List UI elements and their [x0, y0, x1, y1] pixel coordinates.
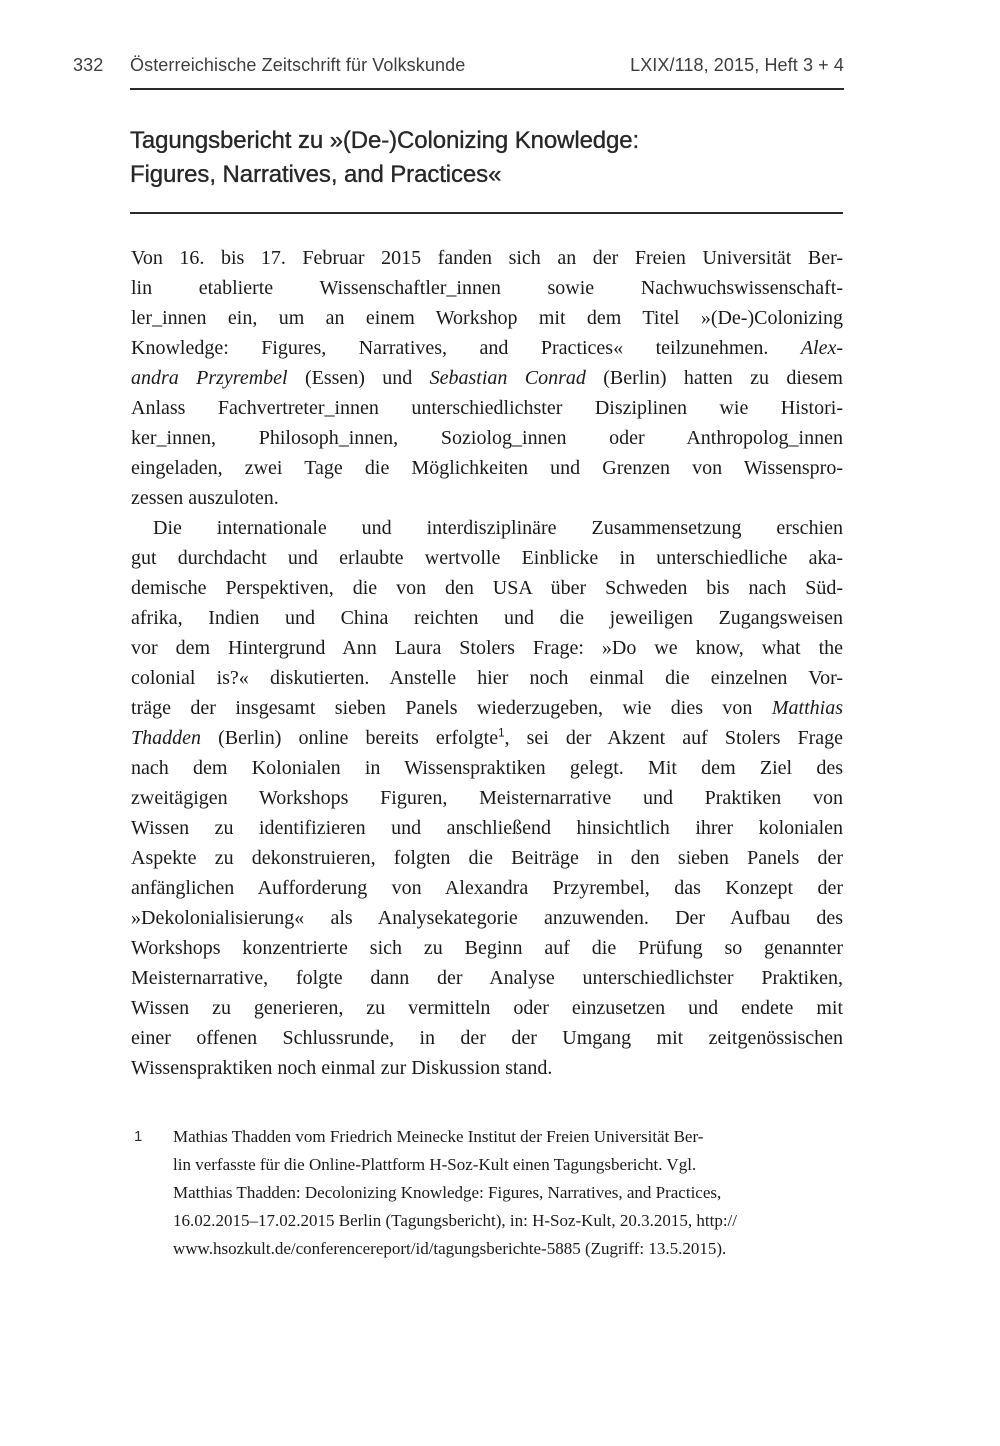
text-line: Knowledge: Figures, Narratives, and Practices« teilzunehmen. Alex- [131, 337, 843, 359]
text-line: afrika, Indien und China reichten und die jeweiligen Zugangsweisen [131, 607, 843, 629]
footnote-line: www.hsozkult.de/conferencereport/id/tagungsberichte-5885 (Zugriff: 13.5.2015). [173, 1239, 727, 1258]
footnote-line: 16.02.2015–17.02.2015 Berlin (Tagungsbericht), in: H-Soz-Kult, 20.3.2015, http:// [173, 1211, 738, 1230]
text-line: Aspekte zu dekonstruieren, folgten die Beiträge in den sieben Panels der [131, 847, 843, 869]
footnote-marker: 1 [134, 1128, 143, 1145]
footnote [131, 1123, 844, 1263]
footnote-line: Mathias Thadden vom Friedrich Meinecke Institut der Freien Universität Ber- [173, 1127, 704, 1146]
text-line: nach dem Kolonialen in Wissenspraktiken gelegt. Mit dem Ziel des [131, 757, 843, 779]
footnote-line: Matthias Thadden: Decolonizing Knowledge: Figures, Narratives, and Practices, [173, 1183, 722, 1202]
text-line: Thadden (Berlin) online bereits erfolgte$^1$, sei der Akzent auf Stolers Frage [131, 726, 843, 749]
text-line: Von 16. bis 17. Februar 2015 fanden sich an der Freien Universität Ber- [131, 247, 843, 269]
text-line: »Dekolonialisierung« als Analysekategorie anzuwenden. Der Aufbau des [131, 907, 843, 929]
text-line: gut durchdacht und erlaubte wertvolle Einblicke in unterschiedliche aka- [131, 547, 843, 569]
text-line: anfänglichen Aufforderung von Alexandra Przyrembel, das Konzept der [131, 877, 843, 899]
footnote-line: lin verfasste für die Online-Plattform H-Soz-Kult einen Tagungsbericht. Vgl. [173, 1155, 697, 1174]
text-line: Wissen zu identifizieren und anschließend hinsichtlich ihrer kolonialen [131, 817, 843, 839]
title-rule [130, 212, 843, 214]
text-line: Workshops konzentrierte sich zu Beginn auf die Prüfung so genannter [131, 937, 843, 959]
text-line: Die internationale und interdisziplinäre Zusammensetzung erschien [153, 517, 843, 539]
text-line: vor dem Hintergrund Ann Laura Stolers Frage: »Do we know, what the [131, 637, 843, 659]
text-line: zessen auszuloten. [131, 487, 279, 509]
paragraph [131, 243, 843, 513]
article-title [130, 124, 844, 192]
text-line: einer offenen Schlussrunde, in der der Umgang mit zeitgenössischen [131, 1027, 843, 1049]
article-body [131, 243, 843, 1083]
text-line: zweitägigen Workshops Figuren, Meisternarrative und Praktiken von [131, 787, 843, 809]
text-line: colonial is?« diskutierten. Anstelle hier noch einmal die einzelnen Vor- [131, 667, 843, 689]
article-title-line-1: Tagungsbericht zu »(De-)Colonizing Knowledge: [130, 127, 640, 154]
text-line: andra Przyrembel (Essen) und Sebastian Conrad (Berlin) hatten zu diesem [131, 367, 843, 389]
text-line: Anlass Fachvertreter_innen unterschiedlichster Disziplinen wie Histori- [131, 397, 843, 419]
text-line: träge der insgesamt sieben Panels wiederzugeben, wie dies von Matthias [131, 697, 843, 719]
paragraph [131, 513, 843, 1083]
header-rule [130, 88, 844, 90]
footnote-text [173, 1123, 844, 1263]
text-line: Meisternarrative, folgte dann der Analyse unterschiedlichster Praktiken, [131, 967, 843, 989]
text-line: demische Perspektiven, die von den USA über Schweden bis nach Süd- [131, 577, 843, 599]
page-number: 332 [73, 55, 104, 75]
running-head [73, 55, 844, 75]
article-title-line-2: Figures, Narratives, and Practices« [130, 161, 502, 188]
text-line: eingeladen, zwei Tage die Möglichkeiten und Grenzen von Wissenspro- [131, 457, 843, 479]
text-line: Wissen zu generieren, zu vermitteln oder einzusetzen und endete mit [131, 997, 843, 1019]
text-line: lin etablierte Wissenschaftler_innen sowie Nachwuchswissenschaft- [131, 277, 843, 299]
text-line: ler_innen ein, um an einem Workshop mit dem Titel »(De-)Colonizing [131, 307, 843, 329]
text-line: ker_innen, Philosoph_innen, Soziolog_innen oder Anthropolog_innen [131, 427, 843, 449]
journal-title: Österreichische Zeitschrift für Volkskunde [130, 55, 466, 75]
text-line: Wissenspraktiken noch einmal zur Diskussion stand. [131, 1057, 553, 1079]
issue-label: LXIX/118, 2015, Heft 3 + 4 [630, 55, 844, 75]
